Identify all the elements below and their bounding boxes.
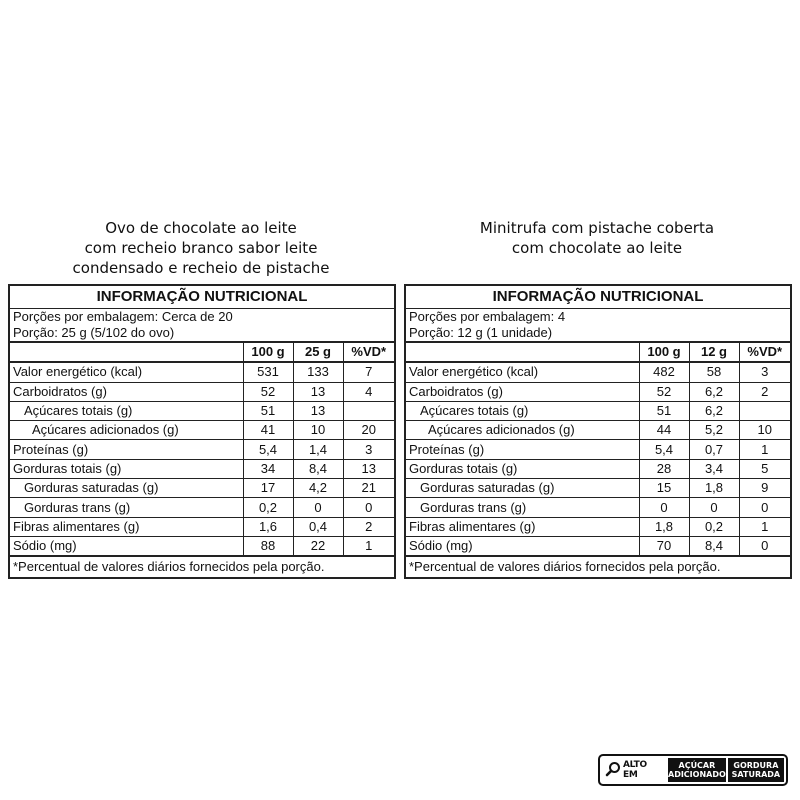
right-nutrition-table: [404, 284, 792, 579]
table-row: [9, 517, 395, 536]
table-row: [405, 479, 791, 498]
value-100g: 5,4: [639, 440, 689, 459]
value-portion: 1,8: [689, 479, 739, 498]
row-label: Gorduras saturadas (g): [405, 479, 639, 498]
value-portion: 133: [293, 362, 343, 382]
row-label: Valor energético (kcal): [9, 362, 243, 382]
table-row: [9, 401, 395, 420]
value-vd: 7: [343, 362, 395, 382]
serving-size: Porção: 12 g (1 unidade): [405, 325, 791, 342]
value-100g: 34: [243, 459, 293, 478]
row-label: Sódio (mg): [9, 536, 243, 556]
table-row: [405, 517, 791, 536]
row-label: Sódio (mg): [405, 536, 639, 556]
blank-header: [405, 342, 639, 362]
value-100g: 531: [243, 362, 293, 382]
row-label: Carboidratos (g): [405, 382, 639, 401]
value-vd: 0: [343, 498, 395, 517]
table-footnote: *Percentual de valores diários fornecidos pela porção.: [405, 556, 791, 578]
value-portion: 6,2: [689, 382, 739, 401]
table-row: [405, 421, 791, 440]
title-line: Ovo de chocolate ao leite: [105, 219, 297, 237]
alto-em-text: ALTO EM: [623, 760, 647, 780]
row-label: Gorduras totais (g): [9, 459, 243, 478]
value-portion: 8,4: [293, 459, 343, 478]
row-label: Gorduras totais (g): [405, 459, 639, 478]
value-portion: 0,4: [293, 517, 343, 536]
value-vd: 20: [343, 421, 395, 440]
table-row: [405, 536, 791, 556]
title-line: com chocolate ao leite: [511, 239, 683, 257]
value-portion: 4,2: [293, 479, 343, 498]
row-label: Proteínas (g): [405, 440, 639, 459]
value-vd: 2: [739, 382, 791, 401]
value-vd: [739, 401, 791, 420]
col-header: 25 g: [293, 342, 343, 362]
value-portion: 10: [293, 421, 343, 440]
value-100g: 482: [639, 362, 689, 382]
value-100g: 0,2: [243, 498, 293, 517]
value-portion: 13: [293, 401, 343, 420]
value-100g: 52: [639, 382, 689, 401]
value-vd: 9: [739, 479, 791, 498]
table-row: [405, 362, 791, 382]
value-portion: 1,4: [293, 440, 343, 459]
row-label: Gorduras saturadas (g): [9, 479, 243, 498]
value-portion: 0,7: [689, 440, 739, 459]
title-line: com recheio branco sabor leite: [84, 239, 318, 257]
value-vd: 21: [343, 479, 395, 498]
value-vd: 0: [739, 498, 791, 517]
value-100g: 52: [243, 382, 293, 401]
row-label: Açúcares totais (g): [405, 401, 639, 420]
table-row: [405, 382, 791, 401]
table-heading: INFORMAÇÃO NUTRICIONAL: [405, 285, 791, 309]
value-vd: [343, 401, 395, 420]
row-label: Açúcares adicionados (g): [405, 421, 639, 440]
value-vd: 0: [739, 536, 791, 556]
col-header: 100 g: [639, 342, 689, 362]
col-header: %VD*: [739, 342, 791, 362]
value-100g: 41: [243, 421, 293, 440]
servings-per-pack: Porções por embalagem: 4: [405, 309, 791, 326]
table-row: [405, 498, 791, 517]
value-vd: 1: [343, 536, 395, 556]
serving-size: Porção: 25 g (5/102 do ovo): [9, 325, 395, 342]
value-vd: 10: [739, 421, 791, 440]
value-portion: 3,4: [689, 459, 739, 478]
value-vd: 3: [343, 440, 395, 459]
saturated-fat-box: [728, 758, 784, 782]
value-vd: 4: [343, 382, 395, 401]
value-portion: 22: [293, 536, 343, 556]
row-label: Valor energético (kcal): [405, 362, 639, 382]
value-portion: 0,2: [689, 517, 739, 536]
row-label: Fibras alimentares (g): [405, 517, 639, 536]
magnifier-icon: [605, 761, 623, 780]
high-in-warning-seal: [598, 754, 788, 786]
value-100g: 51: [639, 401, 689, 420]
blank-header: [9, 342, 243, 362]
value-vd: 2: [343, 517, 395, 536]
value-vd: 5: [739, 459, 791, 478]
value-portion: 0: [293, 498, 343, 517]
row-label: Gorduras trans (g): [9, 498, 243, 517]
value-100g: 1,6: [243, 517, 293, 536]
value-portion: 5,2: [689, 421, 739, 440]
seal-line: AÇÚCAR: [678, 761, 716, 770]
col-header: 100 g: [243, 342, 293, 362]
col-header: %VD*: [343, 342, 395, 362]
table-row: [9, 382, 395, 401]
col-header: 12 g: [689, 342, 739, 362]
added-sugar-box: [668, 758, 726, 782]
value-100g: 28: [639, 459, 689, 478]
value-100g: 88: [243, 536, 293, 556]
value-100g: 1,8: [639, 517, 689, 536]
alto-em-label: [602, 758, 666, 782]
row-label: Fibras alimentares (g): [9, 517, 243, 536]
value-vd: 1: [739, 440, 791, 459]
right-product-panel: [404, 218, 790, 579]
value-portion: 6,2: [689, 401, 739, 420]
left-nutrition-table: [8, 284, 396, 579]
value-100g: 51: [243, 401, 293, 420]
value-100g: 5,4: [243, 440, 293, 459]
seal-line: ADICIONADO: [668, 770, 726, 779]
value-portion: 8,4: [689, 536, 739, 556]
value-portion: 0: [689, 498, 739, 517]
value-vd: 13: [343, 459, 395, 478]
table-row: [405, 440, 791, 459]
row-label: Açúcares adicionados (g): [9, 421, 243, 440]
table-row: [9, 536, 395, 556]
row-label: Gorduras trans (g): [405, 498, 639, 517]
table-row: [9, 421, 395, 440]
row-label: Açúcares totais (g): [9, 401, 243, 420]
table-row: [9, 440, 395, 459]
value-100g: 0: [639, 498, 689, 517]
value-vd: 1: [739, 517, 791, 536]
left-product-title: [8, 218, 394, 284]
table-row: [9, 459, 395, 478]
table-row: [9, 362, 395, 382]
value-portion: 58: [689, 362, 739, 382]
seal-line: GORDURA: [733, 761, 779, 770]
title-line: condensado e recheio de pistache: [72, 259, 330, 277]
value-100g: 17: [243, 479, 293, 498]
servings-per-pack: Porções por embalagem: Cerca de 20: [9, 309, 395, 326]
row-label: Carboidratos (g): [9, 382, 243, 401]
left-product-panel: [8, 218, 394, 579]
value-portion: 13: [293, 382, 343, 401]
table-heading: INFORMAÇÃO NUTRICIONAL: [9, 285, 395, 309]
row-label: Proteínas (g): [9, 440, 243, 459]
value-vd: 3: [739, 362, 791, 382]
table-row: [9, 479, 395, 498]
table-row: [9, 498, 395, 517]
table-row: [405, 459, 791, 478]
right-product-title: [404, 218, 790, 284]
table-footnote: *Percentual de valores diários fornecidos pela porção.: [9, 556, 395, 578]
title-line: Minitrufa com pistache coberta: [479, 219, 715, 237]
value-100g: 70: [639, 536, 689, 556]
seal-line: SATURADA: [731, 770, 781, 779]
value-100g: 44: [639, 421, 689, 440]
value-100g: 15: [639, 479, 689, 498]
table-row: [405, 401, 791, 420]
